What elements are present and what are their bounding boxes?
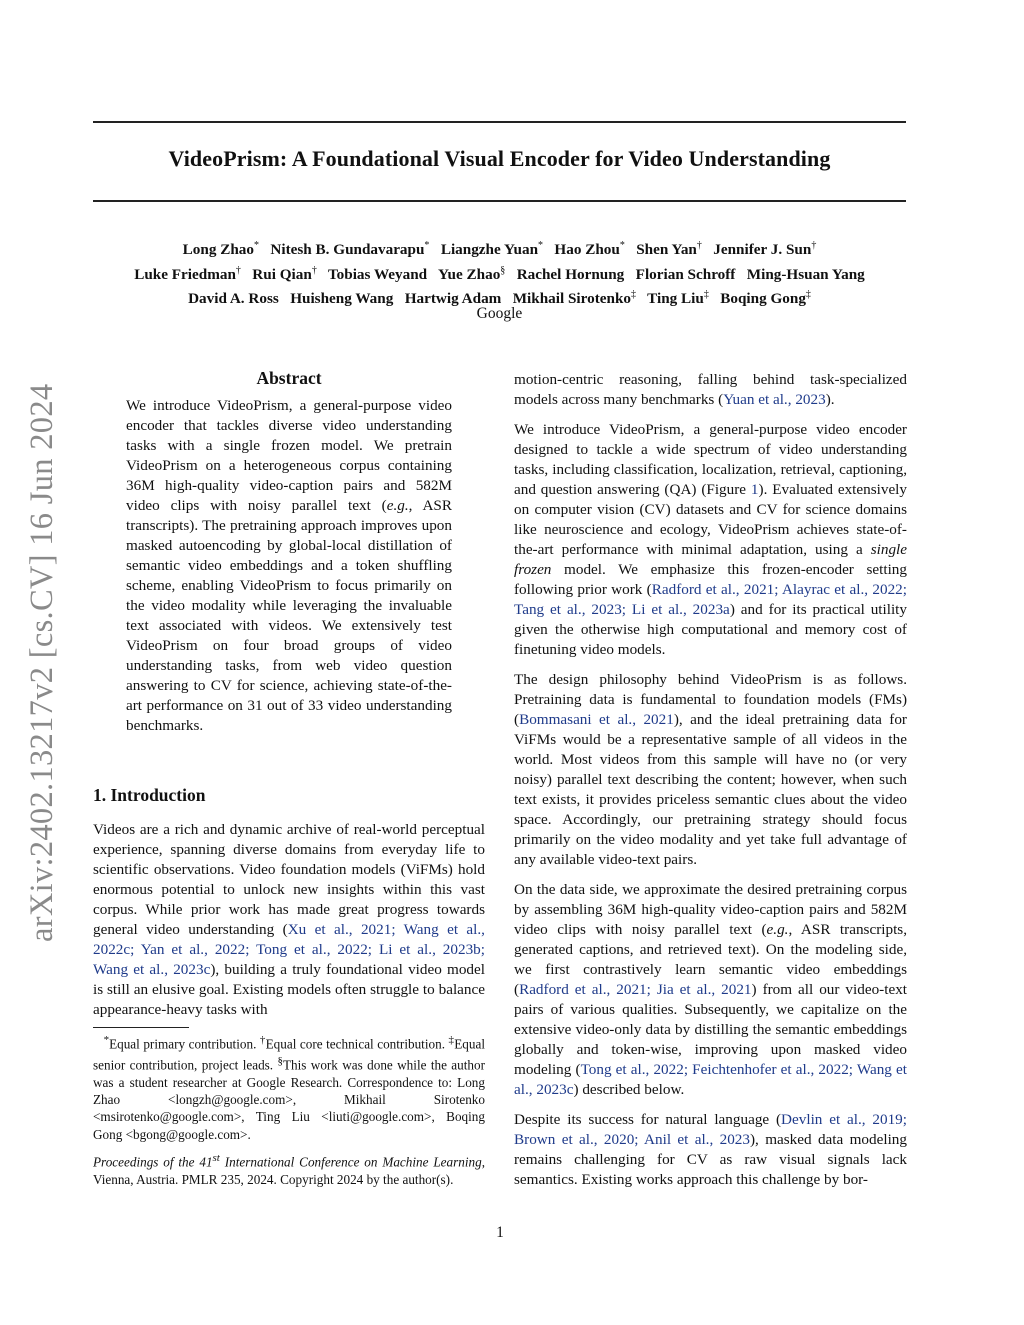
- body-text: ).: [825, 391, 835, 408]
- proceedings-note: [93, 1150, 485, 1188]
- author-name: Boqing Gong: [720, 290, 806, 308]
- body-text: ), and the ideal pretraining data for ViFMs would be a representative sample of all videos in the world. Most videos from this sample will have no (or very noisy) parallel text describing the content; however, when such text exists, it provides priceless semantic clues about the video space. Accordingly, our pretraining strategy should focus primarily on the video modality and yet take full advantage of any available video-text pairs.: [514, 711, 907, 868]
- author-name: Yue Zhao: [437, 265, 501, 283]
- footnote-text: This work was done while the author was a student researcher at Google Research. Correspondence to: Long Zhao <longzh@google.com>, Mikhail Sirotenko <msirotenko@google.com>, Ting Liu <liuti@google.com>, Boqing Gong <bgong@google.com>.: [93, 1057, 485, 1142]
- author-name: Shen Yan: [636, 241, 697, 259]
- proceedings-italic: International Conference on Machine Learning: [219, 1154, 482, 1170]
- footnote-rule: [93, 1027, 189, 1028]
- footnote-mark: ‡: [448, 1034, 455, 1046]
- author-name: Ming-Hsuan Yang: [746, 265, 865, 283]
- author-name: Florian Schroff: [635, 265, 736, 283]
- author-name: Nitesh B. Gundavarapu: [270, 241, 425, 259]
- author-mark: *: [254, 240, 259, 251]
- body-text: ). Evaluated extensively on computer vision (CV) datasets and CV for science domains like neuroscience and ecology, VideoPrism achieves state-of-the-art performance with minimal adaptation, using a: [514, 481, 907, 558]
- footnote-mark: §: [277, 1054, 283, 1067]
- footnote-text: Equal senior contribution, project leads.: [93, 1036, 486, 1073]
- body-text: The design philosophy behind VideoPrism is as follows. Pretraining data is fundamental to foundation models (FMs) (: [514, 671, 907, 728]
- author-line-2: [80, 261, 919, 286]
- author-name: Jennifer J. Sun: [713, 241, 812, 259]
- section-heading-introduction: 1. Introduction: [93, 785, 206, 805]
- body-text: ) described below.: [573, 1081, 685, 1098]
- title-rule-bottom: [93, 200, 906, 202]
- affiliation: Google: [476, 305, 523, 322]
- figure-link[interactable]: 1: [750, 481, 759, 498]
- author-line-1: [80, 236, 919, 261]
- paragraph: [514, 670, 907, 870]
- arxiv-stamp: arXiv:2402.13217v2 [cs.CV] 16 Jun 2024: [24, 383, 60, 942]
- author-name: Ting Liu: [647, 290, 704, 308]
- footnote-text: Equal core technical contribution.: [265, 1036, 449, 1052]
- proceedings-number: 41: [199, 1154, 213, 1170]
- citation-link[interactable]: Devlin et al., 2019; Brown et al., 2020; Anil et al., 2023: [514, 1111, 907, 1148]
- author-name: Huisheng Wang: [290, 290, 394, 308]
- paragraph: [514, 1110, 907, 1190]
- author-mark: ‡: [703, 289, 709, 301]
- body-text: motion-centric reasoning, falling behind task-specialized models across many benchmarks (: [514, 371, 907, 408]
- body-text: ), masked data modeling remains challenging for CV as raw visual signals lack semantics. Existing works approach this challenge by bor-: [514, 1131, 907, 1188]
- abstract-body: [126, 396, 452, 736]
- author-name: Mikhail Sirotenko: [512, 290, 631, 308]
- footnote-mark: †: [259, 1034, 266, 1046]
- proceedings-text: , Vienna, Austria. PMLR 235, 2024. Copyright 2024 by the author(s).: [93, 1154, 485, 1187]
- author-name: Rui Qian: [252, 265, 312, 283]
- author-name: Hartwig Adam: [404, 290, 502, 308]
- intro-text: Videos are a rich and dynamic archive of real-world perceptual experience, spanning diverse domains from everyday life to scientific observations. Video foundation models (ViFMs) hold enormous potential to unlock new insights within this vast corpus. While prior work has made great progress towards general video understanding (: [93, 821, 485, 938]
- author-name: Luke Friedman: [134, 265, 236, 283]
- footnotes: [93, 1032, 485, 1143]
- author-name: David A. Ross: [188, 290, 279, 308]
- emphasis-text: e.g.: [766, 921, 789, 938]
- author-mark: ‡: [631, 289, 636, 301]
- intro-text: ), building a truly foundational video model is still an elusive goal. Existing models often struggle to balance appearance-heavy tasks with: [93, 961, 485, 1018]
- author-name: Long Zhao: [182, 241, 254, 259]
- citation-link[interactable]: Radford et al., 2021; Jia et al., 2021: [519, 981, 752, 998]
- body-text: On the data side, we approximate the desired pretraining corpus by assembling 36M high-quality video-caption pairs and 582M video clips with noisy parallel text (: [514, 881, 907, 938]
- footnote-text: Equal primary contribution.: [109, 1036, 260, 1052]
- citation-link[interactable]: Yuan et al., 2023: [723, 391, 826, 408]
- author-mark: *: [424, 240, 430, 251]
- body-text: ) and for its practical utility given the otherwise high computational and memory cost of finetuning video models.: [514, 601, 907, 658]
- citation-link[interactable]: Xu et al., 2021; Wang et al., 2022c; Yan et al., 2022; Tong et al., 2022; Li et al., 2023b; Wang et al., 2023c: [93, 921, 485, 978]
- abstract-eg: e.g.: [386, 497, 409, 514]
- right-column: [514, 370, 907, 1200]
- abstract-text: We introduce VideoPrism, a general-purpose video encoder that tackles diverse video understanding tasks with a single frozen model. We pretrain VideoPrism on a heterogeneous corpus containing 36M high-quality video-caption pairs and 582M video clips with noisy parallel text (: [126, 397, 452, 514]
- body-text: Despite its success for natural language (: [514, 1111, 782, 1128]
- citation-link[interactable]: Radford et al., 2021; Alayrac et al., 2022; Tang et al., 2023; Li et al., 2023a: [514, 581, 907, 618]
- body-text: , ASR transcripts, generated captions, and retrieved text). On the modeling side, we first contrastively learn semantic video embeddings (: [514, 921, 907, 998]
- page-number: 1: [496, 1224, 504, 1241]
- intro-paragraph: [93, 820, 485, 1020]
- citation-link[interactable]: Tong et al., 2022; Feichtenhofer et al., 2022; Wang et al., 2023c: [514, 1061, 907, 1098]
- paragraph: [514, 880, 907, 1100]
- author-mark: *: [619, 240, 625, 251]
- footnote-mark: *: [103, 1034, 110, 1046]
- proceedings-italic: Proceedings of the: [93, 1154, 200, 1170]
- proceedings-ordinal: st: [212, 1152, 220, 1164]
- author-mark: †: [696, 240, 702, 251]
- author-mark: ‡: [805, 289, 811, 301]
- paragraph: [514, 420, 907, 660]
- author-mark: †: [811, 240, 817, 251]
- paragraph: [514, 370, 907, 410]
- title-rule-top: [93, 121, 906, 123]
- author-name: Rachel Hornung: [516, 265, 625, 283]
- body-text: ) from all our video-text pairs of various qualities. Subsequently, we capitalize on the extensive video-only data by distilling the semantic embeddings globally and token-wise, improving upon masked video modeling (: [514, 981, 908, 1078]
- author-name: Tobias Weyand: [327, 265, 428, 283]
- emphasis-text: single frozen: [514, 541, 907, 578]
- author-mark: †: [235, 264, 241, 276]
- citation-link[interactable]: Bommasani et al., 2021: [519, 711, 674, 728]
- body-text: We introduce VideoPrism, a general-purpose video encoder designed to tackle a wide spectrum of video understanding tasks, including classification, localization, retrieval, captioning, and question answering (QA) (Figure: [514, 421, 907, 498]
- abstract-heading: Abstract: [256, 368, 322, 388]
- abstract-text: , ASR transcripts). The pretraining approach improves upon masked autoencoding by global-local distillation of semantic video embeddings and a token shuffling scheme, enabling VideoPrism to focus primarily on the video modality while leveraging the invaluable text associated with videos. We extensively test VideoPrism on four broad groups of video understanding tasks, from web video question answering to CV for science, achieving state-of-the-art performance on 31 out of 33 video understanding benchmarks.: [126, 497, 452, 734]
- author-mark: §: [500, 264, 506, 276]
- author-mark: *: [538, 240, 544, 251]
- author-name: Hao Zhou: [554, 241, 620, 259]
- author-name: Liangzhe Yuan: [440, 241, 539, 259]
- author-list: [80, 236, 919, 310]
- paper-title: VideoPrism: A Foundational Visual Encoder for Video Understanding: [168, 146, 831, 171]
- author-mark: †: [311, 264, 317, 276]
- body-text: model. We emphasize this frozen-encoder setting following prior work (: [514, 561, 907, 598]
